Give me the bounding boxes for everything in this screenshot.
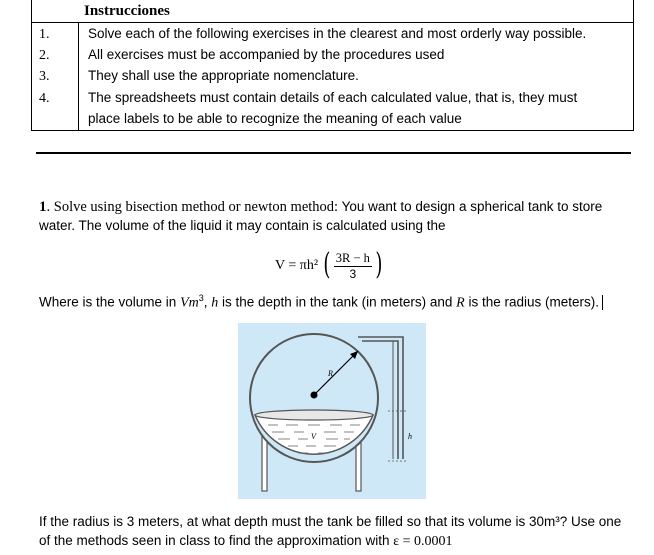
volume-formula [275,246,385,286]
formula-numerator: 3R − h [335,251,370,265]
question-line2 [39,533,452,550]
problem-heading: . Solve using bisection method or newton method: [46,199,339,215]
text-cursor [602,295,603,310]
variable-definitions [39,293,603,312]
question-line1: If the radius is 3 meters, at what depth must the tank be filled so that its volume is 30m³? Use one [39,514,622,529]
item-number-2: 2. [39,48,50,63]
where-math-v: Vm [180,295,199,311]
item-text-3: They shall use the appropriate nomenclature. [88,68,359,83]
label-R: R [328,369,333,378]
formula-lhs: V = πh² [275,258,319,273]
item-text-1: Solve each of the following exercises in the clearest and most orderly way possible. [88,26,587,41]
item-text-4-line2: place labels to be able to recognize the meaning of each value [88,111,462,126]
label-V: V [311,432,316,441]
where-text-d: is the radius (meters). [464,294,600,310]
formula-paren-right: ) [375,246,383,282]
where-math-h: h [211,295,219,311]
question-line2-text: of the methods seen in class to find the approximation with [39,533,394,548]
spherical-tank-figure [238,323,426,499]
item-text-2: All exercises must be accompanied by the procedures used [88,47,445,62]
where-text-c: is the depth in the tank (in meters) and [218,294,457,310]
item-text-4: The spreadsheets must contain details of each calculated value, that is, they must [88,90,578,105]
item-number-4: 4. [39,91,50,106]
item-number-1: 1. [39,27,50,42]
formula-fraction [334,251,372,281]
where-sup: 3 [198,293,204,303]
item-number-3: 3. [39,69,50,84]
problem-intro-tail: You want to design a spherical tank to store [338,199,603,214]
where-text-b: , [203,294,212,310]
problem-number: 1 [39,199,47,215]
formula-paren-left: ( [323,246,331,282]
problem-intro [39,199,602,216]
where-math-r: R [456,295,465,311]
label-h: h [408,432,412,441]
problem-intro-line2: water. The volume of the liquid it may contain is calculated using the [39,218,446,233]
water-surface [255,410,373,420]
section-separator [36,152,631,154]
instructions-title: Instrucciones [84,3,170,19]
table-divider [32,22,633,23]
question-epsilon: ε = 0.0001 [393,534,453,549]
where-text-a: Where is the volume in [39,294,181,310]
table-column-divider [78,22,79,130]
formula-denominator: 3 [349,267,357,281]
tank-diagram [238,323,426,499]
